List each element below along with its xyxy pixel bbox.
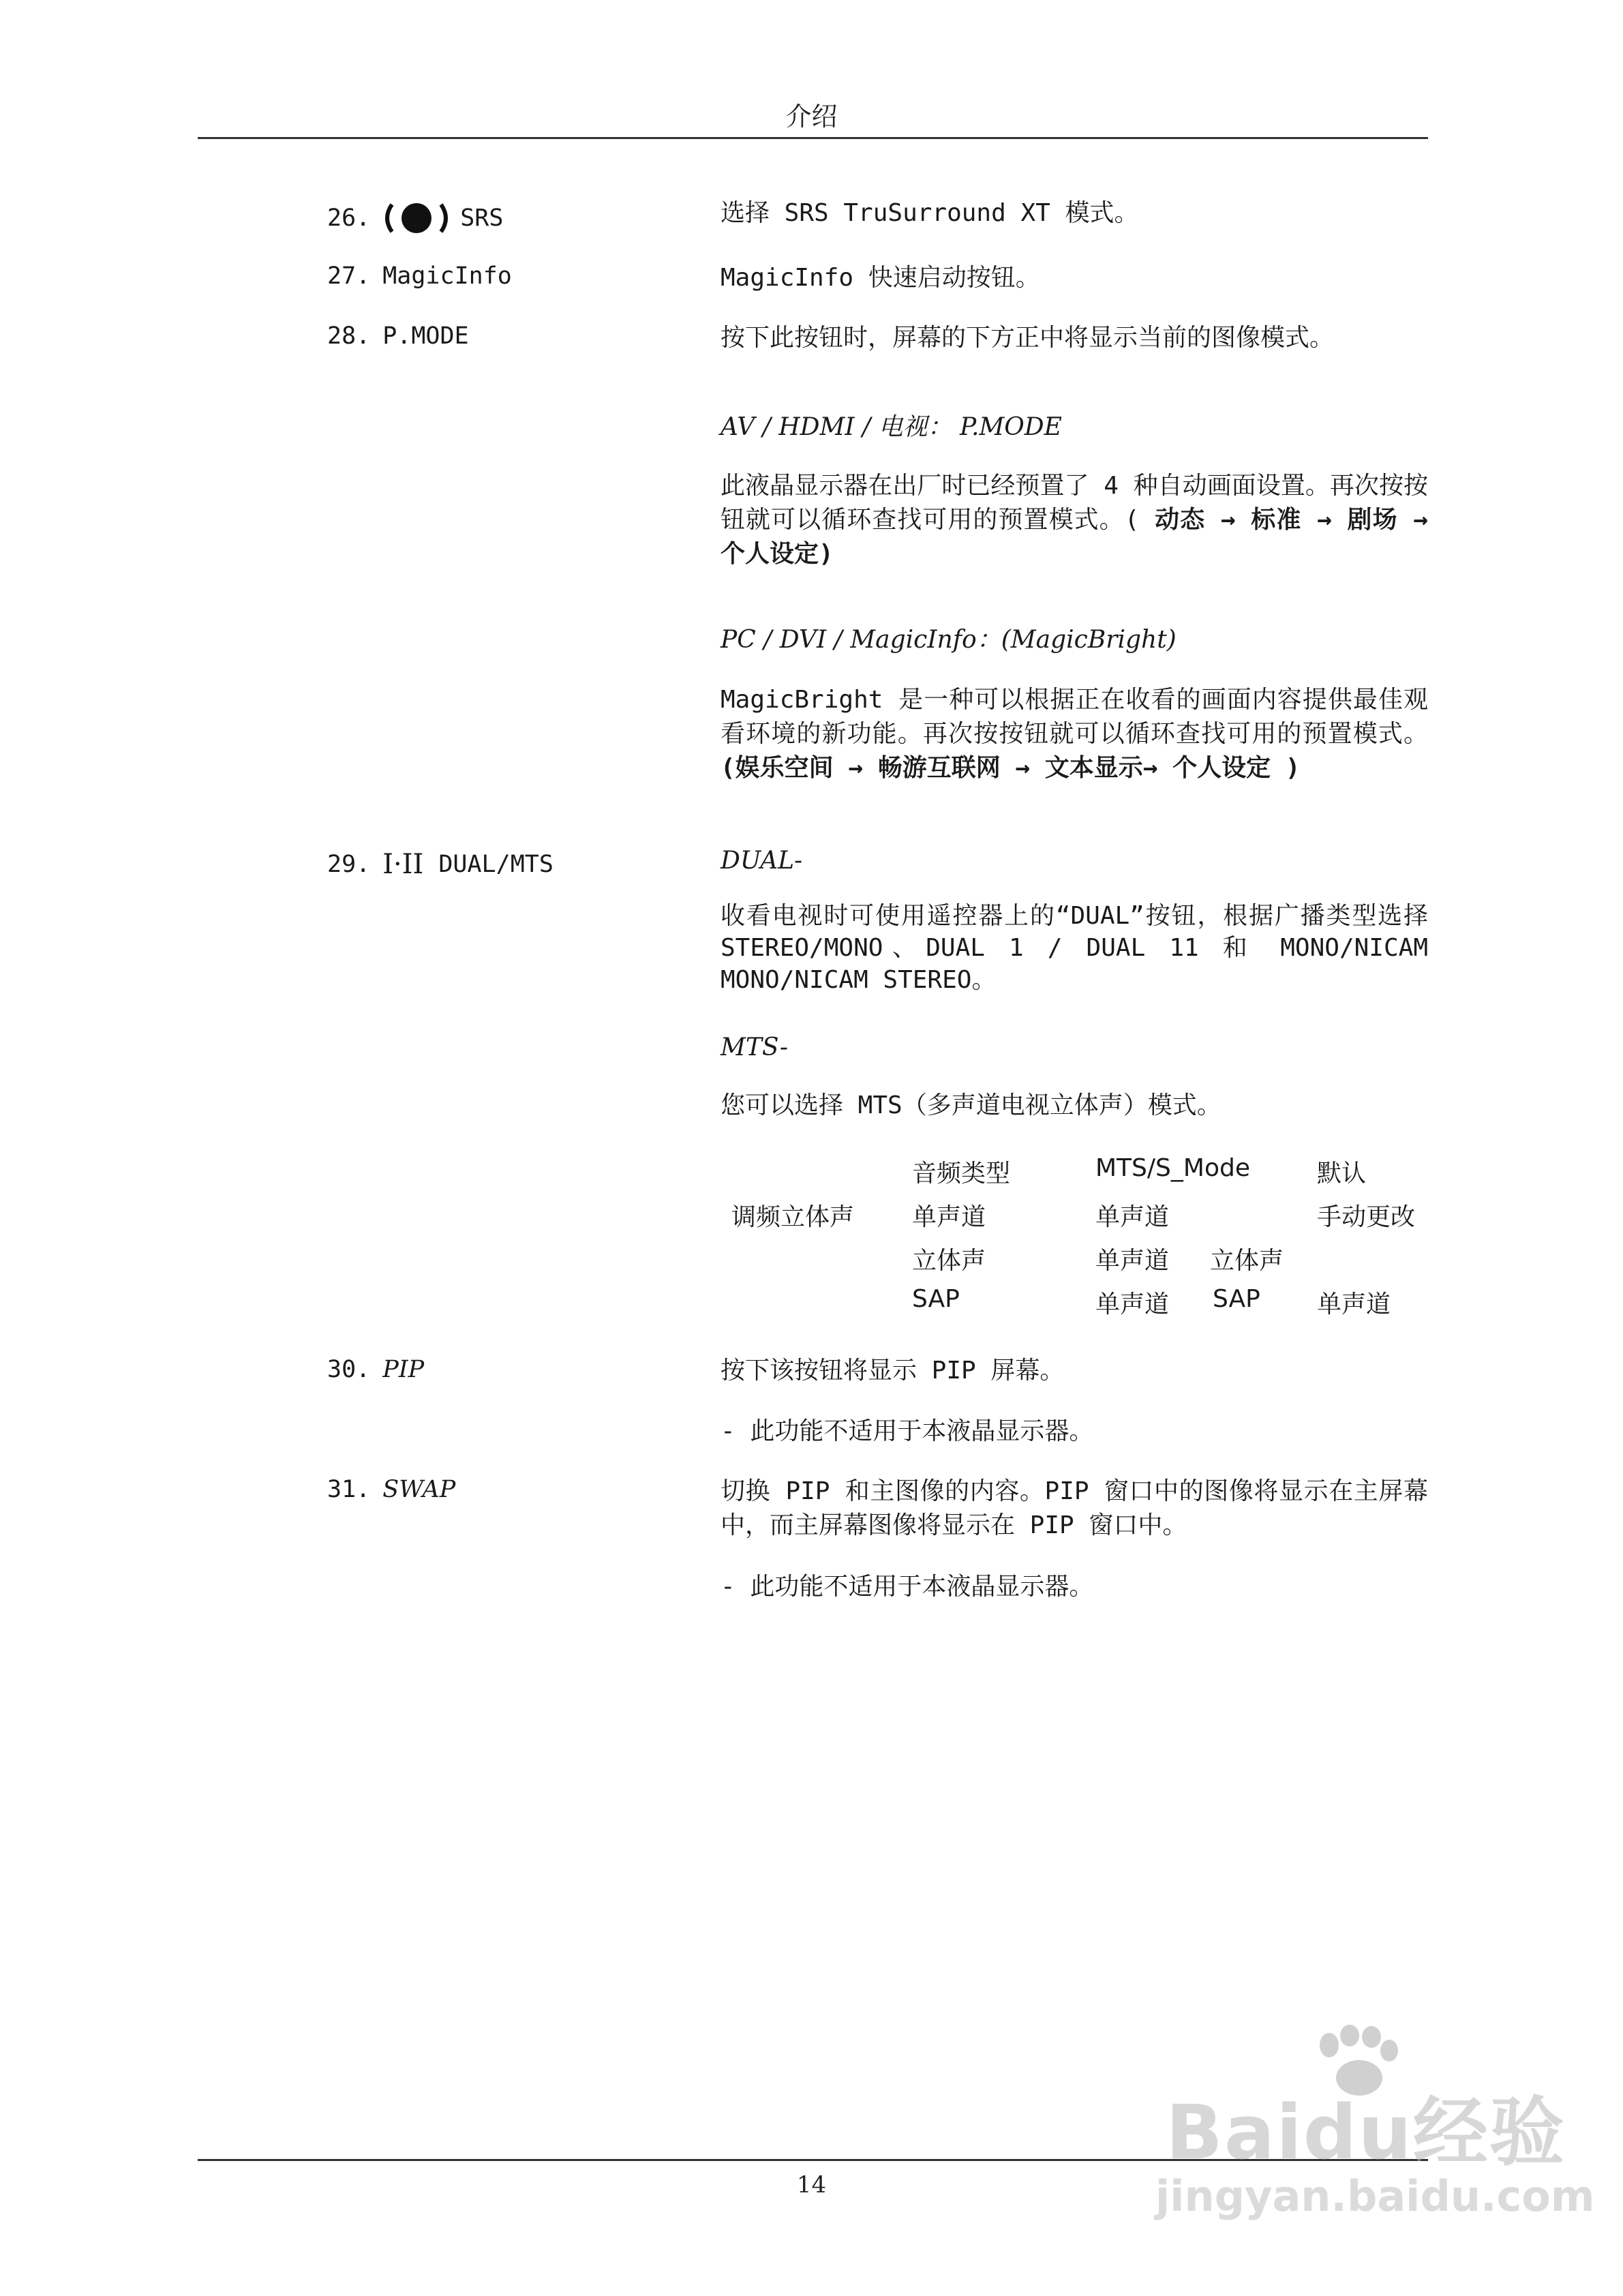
page-number: 14 xyxy=(796,2171,827,2199)
table-cell: 单声道 xyxy=(1095,1290,1170,1318)
table-cell: 单声道 xyxy=(1095,1247,1170,1275)
item-26-description: 选择 SRS TruSurround XT 模式。 xyxy=(721,199,1139,227)
pmode-av-heading: AV / HDMI / 电视： P.MODE xyxy=(721,413,1062,441)
pmode-av-sequence: 动态 → 标准 → 剧场 → 个人设定) xyxy=(721,506,1428,568)
item-number: 29. xyxy=(327,851,371,878)
mts-heading: MTS- xyxy=(721,1033,789,1061)
table-cell: 立体声 xyxy=(912,1247,986,1275)
item-28-term xyxy=(327,322,469,350)
table-header-cell: MTS/S_Mode xyxy=(1095,1154,1250,1182)
item-number: 31. xyxy=(327,1476,371,1503)
table-cell: 单声道 xyxy=(1317,1290,1391,1318)
baidu-watermark xyxy=(1152,2025,1595,2270)
table-cell: SAP xyxy=(912,1285,960,1313)
item-label: PIP xyxy=(382,1356,425,1383)
table-cell: 单声道 xyxy=(912,1203,986,1231)
watermark-logo: Baidu经验 xyxy=(1166,2089,1566,2176)
dual-mts-icon: I·II xyxy=(382,849,424,880)
pmode-av-text-body: 此液晶显示器在出厂时已经预置了 4 种自动画面设置。再次按按钮就可以循环查找可用的预置模式。( xyxy=(721,472,1428,534)
item-label: SWAP xyxy=(382,1476,456,1503)
item-label: SRS xyxy=(460,205,504,232)
item-number: 27. xyxy=(327,262,371,290)
item-27-description: MagicInfo 快速启动按钮。 xyxy=(721,264,1040,292)
table-cell: 立体声 xyxy=(1210,1247,1284,1275)
item-26-term xyxy=(327,199,503,237)
item-31-note: - 此功能不适用于本液晶显示器。 xyxy=(721,1573,1094,1601)
pmode-pc-text-body: MagicBright 是一种可以根据正在收看的画面内容提供最佳观看环境的新功能。再次按按钮就可以循环查找可用的预置模式。 xyxy=(721,686,1428,748)
table-cell: 单声道 xyxy=(1095,1203,1170,1231)
pmode-pc-text xyxy=(721,683,1428,785)
item-29-term xyxy=(327,849,553,880)
dual-heading: DUAL- xyxy=(721,847,803,875)
item-31-description: 切换 PIP 和主图像的内容。PIP 窗口中的图像将显示在主屏幕中，而主屏幕图像将显示在 PIP 窗口中。 xyxy=(721,1477,1428,1539)
pmode-pc-heading: PC / DVI / MagicInfo：(MagicBright) xyxy=(721,626,1177,654)
item-label: P.MODE xyxy=(382,322,469,350)
item-label: DUAL/MTS xyxy=(438,851,553,878)
item-30-note: - 此功能不适用于本液晶显示器。 xyxy=(721,1417,1094,1445)
dual-text: 收看电视时可使用遥控器上的“DUAL”按钮，根据广播类型选择 STEREO/MONO、DUAL 1 / DUAL 11 和 MONO/NICAM MONO/NICAM STEREO。 xyxy=(721,902,1428,994)
item-30-description: 按下该按钮将显示 PIP 屏幕。 xyxy=(721,1357,1065,1385)
item-number: 30. xyxy=(327,1356,371,1383)
item-label: MagicInfo xyxy=(382,262,512,290)
item-number: 26. xyxy=(327,205,371,232)
item-30-term xyxy=(327,1356,424,1383)
header-rule xyxy=(198,137,1428,139)
item-number: 28. xyxy=(327,322,371,350)
pmode-av-text xyxy=(721,469,1428,571)
table-header-cell: 音频类型 xyxy=(912,1160,1011,1188)
item-31-term xyxy=(327,1476,455,1503)
table-row-label: 调频立体声 xyxy=(731,1203,855,1231)
item-28-description: 按下此按钮时，屏幕的下方正中将显示当前的图像模式。 xyxy=(721,324,1335,352)
page-header-title: 介绍 xyxy=(785,102,838,132)
mts-text: 您可以选择 MTS（多声道电视立体声）模式。 xyxy=(721,1091,1222,1119)
table-cell: SAP xyxy=(1213,1285,1260,1313)
srs-surround-icon xyxy=(382,199,451,237)
pmode-pc-sequence: (娱乐空间 → 畅游互联网 → 文本显示→ 个人设定 ) xyxy=(721,754,1301,782)
table-header-cell: 默认 xyxy=(1317,1160,1367,1188)
table-cell: 手动更改 xyxy=(1317,1203,1416,1231)
item-27-term xyxy=(327,262,512,290)
watermark-url: jingyan.baidu.com xyxy=(1155,2171,1595,2221)
